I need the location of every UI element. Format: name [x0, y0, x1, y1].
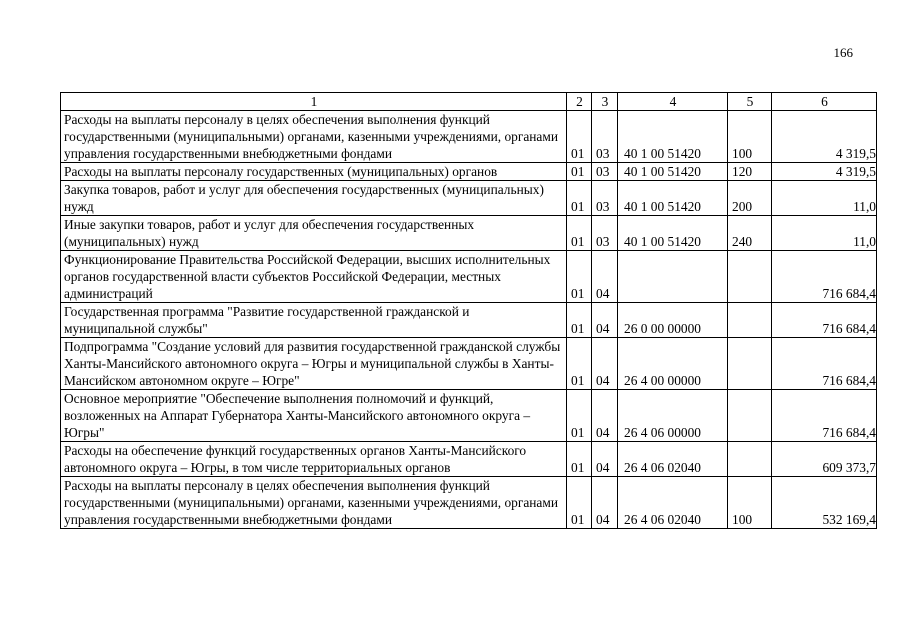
- row-expense-type: [728, 338, 772, 390]
- row-description: Функционирование Правительства Российской Федерации, высших исполнительных органов государственной власти субъектов Российской Федерации, местных администраций: [61, 251, 567, 303]
- column-header-name: 1: [61, 93, 567, 111]
- row-description: Расходы на обеспечение функций государственных органов Ханты-Мансийского автономного округа – Югры, в том числе территориальных органов: [61, 442, 567, 477]
- row-target-article: [618, 251, 728, 303]
- row-amount: 716 684,4: [772, 303, 877, 338]
- table-row: [61, 181, 877, 216]
- row-description: Подпрограмма "Создание условий для развития государственной гражданской службы Ханты-Мансийского автономного округа – Югры и муниципальной службы в Ханты-Мансийском автономном округе – Югре": [61, 338, 567, 390]
- row-expense-type: 120: [728, 163, 772, 181]
- table-row: [61, 163, 877, 181]
- row-expense-type: 100: [728, 111, 772, 163]
- row-subsection: 04: [592, 477, 618, 529]
- table-row: [61, 216, 877, 251]
- row-expense-type: [728, 442, 772, 477]
- header-row: [61, 93, 877, 111]
- row-target-article: 40 1 00 51420: [618, 111, 728, 163]
- row-expense-type: 240: [728, 216, 772, 251]
- row-section: 01: [567, 442, 592, 477]
- row-amount: 4 319,5: [772, 163, 877, 181]
- row-section: 01: [567, 216, 592, 251]
- row-description: Закупка товаров, работ и услуг для обеспечения государственных (муниципальных) нужд: [61, 181, 567, 216]
- table-row: [61, 303, 877, 338]
- row-amount: 11,0: [772, 216, 877, 251]
- row-amount: 609 373,7: [772, 442, 877, 477]
- row-expense-type: 100: [728, 477, 772, 529]
- row-target-article: 26 4 00 00000: [618, 338, 728, 390]
- row-target-article: 26 4 06 00000: [618, 390, 728, 442]
- row-subsection: 04: [592, 303, 618, 338]
- row-section: 01: [567, 111, 592, 163]
- page-number: 166: [833, 45, 853, 60]
- row-subsection: 03: [592, 111, 618, 163]
- row-expense-type: [728, 390, 772, 442]
- row-amount: 532 169,4: [772, 477, 877, 529]
- row-section: 01: [567, 181, 592, 216]
- row-section: 01: [567, 251, 592, 303]
- row-description: Расходы на выплаты персоналу государственных (муниципальных) органов: [61, 163, 567, 181]
- row-description: Иные закупки товаров, работ и услуг для обеспечения государственных (муниципальных) нужд: [61, 216, 567, 251]
- table-row: [61, 251, 877, 303]
- row-expense-type: 200: [728, 181, 772, 216]
- column-header-section: 2: [567, 93, 592, 111]
- column-header-subsection: 3: [592, 93, 618, 111]
- row-section: 01: [567, 390, 592, 442]
- row-target-article: 26 0 00 00000: [618, 303, 728, 338]
- row-description: Расходы на выплаты персоналу в целях обеспечения выполнения функций государственными (муниципальными) органами, казенными учреждениями, органами управления государственными внебюджетными фондами: [61, 111, 567, 163]
- row-section: 01: [567, 163, 592, 181]
- row-description: Основное мероприятие "Обеспечение выполнения полномочий и функций, возложенных на Аппарат Губернатора Ханты-Мансийского автономного округа – Югры": [61, 390, 567, 442]
- row-subsection: 04: [592, 338, 618, 390]
- column-header-amount: 6: [772, 93, 877, 111]
- table-row: [61, 477, 877, 529]
- row-subsection: 03: [592, 163, 618, 181]
- table-row: [61, 390, 877, 442]
- column-header-target-article: 4: [618, 93, 728, 111]
- row-target-article: 26 4 06 02040: [618, 442, 728, 477]
- row-section: 01: [567, 303, 592, 338]
- row-amount: 716 684,4: [772, 251, 877, 303]
- row-section: 01: [567, 477, 592, 529]
- row-subsection: 03: [592, 216, 618, 251]
- table-row: [61, 111, 877, 163]
- row-subsection: 03: [592, 181, 618, 216]
- row-target-article: 40 1 00 51420: [618, 181, 728, 216]
- row-subsection: 04: [592, 442, 618, 477]
- row-amount: 11,0: [772, 181, 877, 216]
- row-amount: 716 684,4: [772, 390, 877, 442]
- row-description: Расходы на выплаты персоналу в целях обеспечения выполнения функций государственными (муниципальными) органами, казенными учреждениями, органами управления государственными внебюджетными фондами: [61, 477, 567, 529]
- row-expense-type: [728, 251, 772, 303]
- column-header-expense-type: 5: [728, 93, 772, 111]
- row-section: 01: [567, 338, 592, 390]
- table-row: [61, 338, 877, 390]
- row-description: Государственная программа "Развитие государственной гражданской и муниципальной службы": [61, 303, 567, 338]
- table-row: [61, 442, 877, 477]
- row-subsection: 04: [592, 390, 618, 442]
- row-subsection: 04: [592, 251, 618, 303]
- row-expense-type: [728, 303, 772, 338]
- row-target-article: 40 1 00 51420: [618, 216, 728, 251]
- row-amount: 716 684,4: [772, 338, 877, 390]
- row-amount: 4 319,5: [772, 111, 877, 163]
- budget-table: [60, 92, 877, 529]
- row-target-article: 40 1 00 51420: [618, 163, 728, 181]
- row-target-article: 26 4 06 02040: [618, 477, 728, 529]
